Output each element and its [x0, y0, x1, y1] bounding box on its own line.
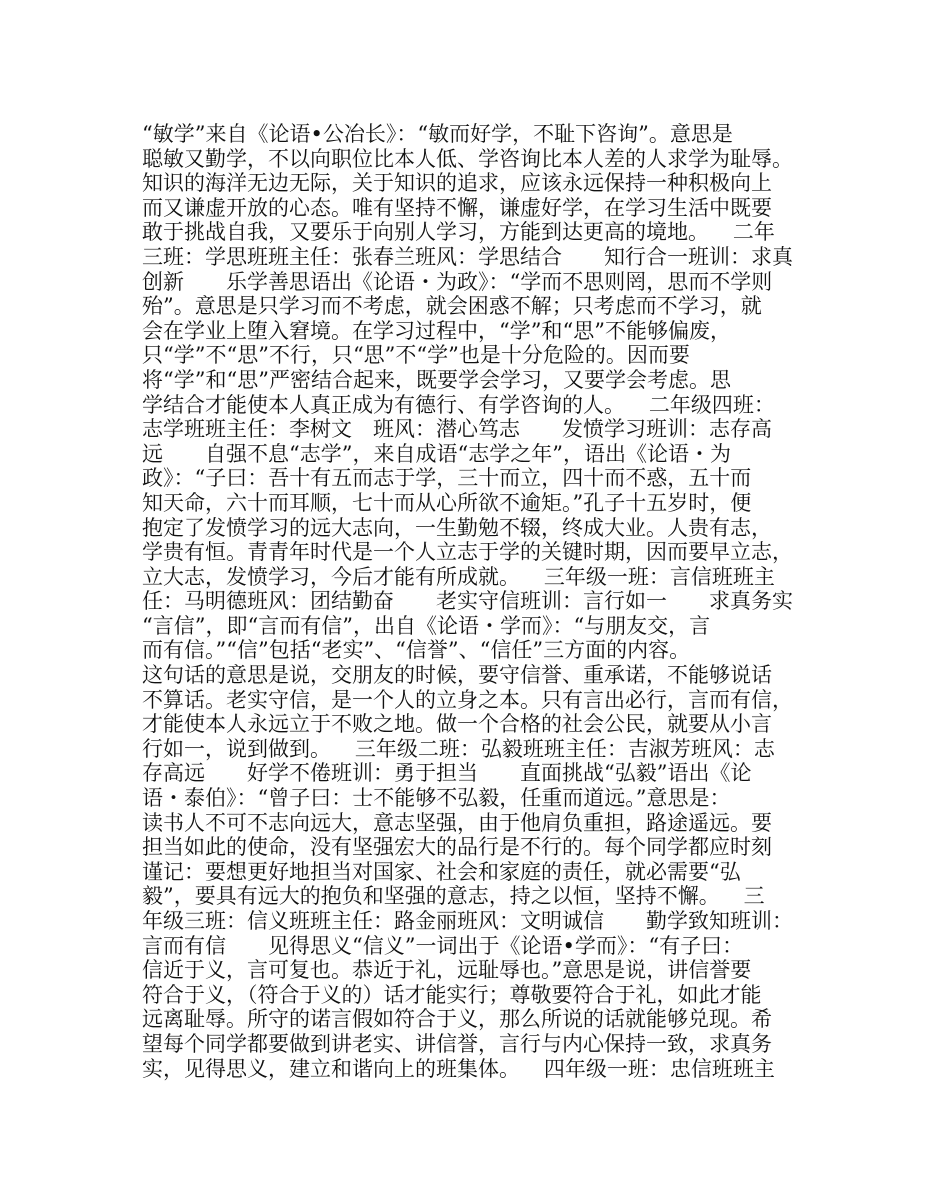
text-line: 敢于挑战自我，又要乐于向别人学习，方能到达更高的境地。 二年	[142, 220, 775, 245]
text-line: 立大志，发愤学习，今后才能有所成就。 三年级一班：言信班班主	[142, 564, 775, 589]
body-text	[142, 122, 814, 1081]
text-line: 只“学”不“思”不行，只“思”不“学”也是十分危险的。因而要	[142, 343, 690, 368]
text-line: 符合于义，（符合于义的）话才能实行；尊敬要符合于礼，如此才能	[142, 982, 762, 1007]
text-line: 谨记：要想更好地担当对国家、社会和家庭的责任，就必需要“弘	[142, 859, 741, 884]
text-line: 不算话。老实守信，是一个人的立身之本。只有言出必行，言而有信，	[142, 687, 793, 712]
text-line: 读书人不可不志向远大，意志坚强，由于他肩负重担，路途遥远。要	[142, 810, 772, 835]
text-line: 担当如此的使命，没有坚强宏大的品行是不行的。每个同学都应时刻	[142, 835, 772, 860]
text-line: 望每个同学都要做到讲老实、讲信誉，言行与内心保持一致，求真务	[142, 1031, 772, 1056]
text-line: 远 自强不息“志学”，来自成语“志学之年”，语出《论语・为	[142, 441, 731, 466]
text-line: 创新 乐学善思语出《论语・为政》：“学而不思则罔，思而不学则	[142, 269, 773, 294]
text-line: 年级三班：信义班班主任：路金丽班风：文明诚信 勤学致知班训：	[142, 909, 793, 933]
text-line: 政》：“子曰：吾十有五而志于学，三十而立，四十而不惑，五十而	[142, 466, 752, 491]
text-line: 才能使本人永远立于不败之地。做一个合格的社会公民，就要从小言	[142, 712, 772, 737]
text-line: “言信”，即“言而有信”，出自《论语・学而》：“与朋友交，言	[142, 613, 711, 638]
text-line: 知识的海洋无边无际，关于知识的追求，应该永远保持一种积极向上	[142, 171, 772, 196]
text-line: 而又谦虚开放的心态。唯有坚持不懈，谦虚好学，在学习生活中既要	[142, 195, 772, 220]
text-line: 会在学业上堕入窘境。在学习过程中，“学”和“思”不能够偏废，	[142, 318, 731, 343]
text-line: 学贵有恒。青青年时代是一个人立志于学的关键时期，因而要早立志，	[142, 540, 793, 565]
text-line: 任：马明德班风：团结勤奋 老实守信班训：言行如一 求真务实	[142, 589, 793, 614]
text-line: 行如一，说到做到。 三年级二班：弘毅班班主任：吉淑芳班风：志	[142, 736, 775, 761]
text-line: 聪敏又勤学，不以向职位比本人低、学咨询比本人差的人求学为耻辱。	[142, 146, 793, 171]
text-line: 言而有信 见得思义“信义”一词出于《论语•学而》：“有子曰：	[142, 933, 744, 958]
text-line: 远离耻辱。所守的诺言假如符合于义，那么所说的话就能够兑现。希	[142, 1007, 772, 1032]
text-line: 语・泰伯》：“曾子曰：士不能够不弘毅，任重而道远。”意思是：	[142, 786, 731, 811]
text-line: “敏学”来自《论语•公冶长》：“敏而好学，不耻下咨询”。意思是	[142, 122, 733, 146]
text-line: 这句话的意思是说，交朋友的时候，要守信誉、重承诺，不能够说话	[142, 663, 772, 688]
text-line: 学结合才能使本人真正成为有德行、有学咨询的人。 二年级四班：	[142, 392, 775, 417]
text-line: 信近于义，言可复也。恭近于礼，远耻辱也。”意思是说，讲信誉要	[142, 958, 752, 983]
text-line: 抱定了发愤学习的远大志向，一生勤勉不辍，终成大业。人贵有志，	[142, 515, 772, 540]
text-line: 志学班班主任：李树文 班风：潜心笃志 发愤学习班训：志存高	[142, 417, 772, 442]
text-line: 殆”。意思是只学习而不考虑，就会困惑不解；只考虑而不学习，就	[142, 294, 762, 319]
text-line: 实，见得思义，建立和谐向上的班集体。 四年级一班：忠信班班主	[142, 1056, 775, 1081]
text-line: 知天命，六十而耳顺，七十而从心所欲不逾矩。”孔子十五岁时，便	[142, 490, 752, 515]
text-line: 存高远 好学不倦班训：勇于担当 直面挑战“弘毅”语出《论	[142, 761, 752, 786]
text-line: 毅”，要具有远大的抱负和坚强的意志，持之以恒，坚持不懈。 三	[142, 884, 765, 909]
text-line: 三班：学思班班主任：张春兰班风：学思结合 知行合一班训：求真	[142, 244, 793, 269]
text-line: 而有信。”“信”包括“老实”、“信誉”、“信任”三方面的内容。	[142, 638, 691, 663]
text-line: 将“学”和“思”严密结合起来，既要学会学习，又要学会考虑。思	[142, 367, 731, 392]
